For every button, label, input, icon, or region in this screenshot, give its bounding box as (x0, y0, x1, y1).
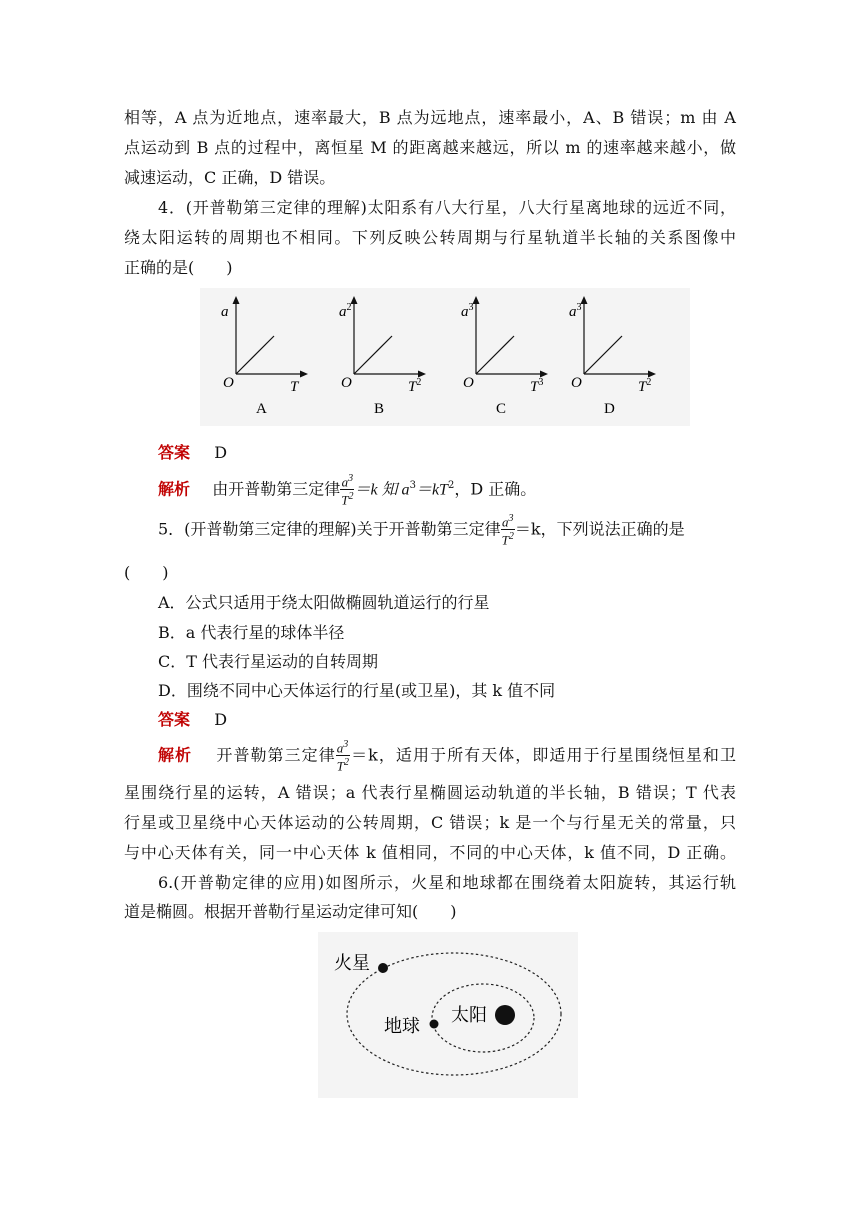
q3-line-1: 相等，A 点为近地点，速率最大，B 点为远地点，速率最小，A、B 错误；m 由 A (124, 108, 736, 127)
q5-fraction: $\frac{a^3}{T^2}$ (501, 513, 514, 548)
analysis-text-mid: ＝k 知 a (354, 481, 410, 499)
y-axis-label: a (221, 304, 229, 320)
q3-line-3: 减速运动，C 正确，D 错误。 (124, 168, 336, 187)
kepler-fraction (340, 472, 354, 508)
y-axis-exponent: 3 (576, 302, 582, 313)
x-axis-exponent: 2 (646, 377, 652, 388)
earth-dot (430, 1020, 439, 1029)
q4-answer (158, 443, 227, 463)
q5-option-c: C．T 代表行星运动的自转周期 (158, 652, 379, 671)
graph-option-label: A (256, 401, 267, 417)
y-axis-label: $a^3$ (461, 302, 474, 320)
q5-analysis-line-2: 星围绕行星的运转，A 错误；a 代表行星椭圆运动轨道的半长轴，B 错误；T 代表 (124, 783, 736, 802)
q4-analysis (158, 471, 536, 508)
origin-label: O (463, 375, 474, 391)
q5-analysis-line-1 (158, 738, 736, 774)
frac-num-sup: 3 (348, 473, 354, 484)
analysis-sup-1: 3 (409, 480, 416, 491)
q6-stem-line-2: 道是椭圆。根据开普勒行星运动定律可知( ) (124, 902, 457, 921)
q5-stem-pre: 5．(开普勒第三定律的理解)关于开普勒第三定律 (158, 519, 501, 539)
q4-stem-line-2: 绕太阳运转的周期也不相同。下列反映公转周期与行星轨道半长轴的关系图像中 (124, 228, 736, 247)
orbit-diagram (318, 932, 578, 1098)
y-axis-label: $a^2$ (339, 302, 352, 320)
y-axis-label: $a^3$ (569, 302, 582, 320)
q5-stem-post: ＝k，下列说法正确的是 (514, 519, 685, 539)
q5-answer (158, 710, 227, 730)
q5-option-d: D．围绕不同中心天体运行的行星(或卫星)，其 k 值不同 (158, 681, 556, 700)
analysis-sup-2: 2 (447, 480, 455, 491)
origin-label: O (341, 375, 352, 391)
figure-background (200, 288, 690, 426)
answer-label: 答案 (158, 710, 191, 729)
analysis-label: 解析 (158, 745, 193, 765)
x-axis-label: T (290, 379, 299, 395)
analysis-text-mid2: ＝kT (415, 481, 448, 499)
q6-stem-line-1: 6.(开普勒定律的应用)如图所示，火星和地球都在围绕着太阳旋转，其运行轨 (158, 873, 736, 892)
analysis-text-end: ，D 正确。 (454, 479, 537, 499)
analysis-pre: 开普勒第三定律 (216, 745, 336, 765)
x-axis-exponent: 3 (538, 377, 544, 388)
x-axis-exponent: 2 (416, 377, 422, 388)
q4-stem-line-3: 正确的是( ) (124, 258, 233, 277)
answer-value: D (214, 443, 228, 462)
y-axis-exponent: 3 (468, 302, 474, 313)
analysis-text-pre: 由开普勒第三定律 (212, 479, 341, 499)
y-axis-exponent: 2 (346, 302, 352, 313)
origin-label: O (571, 375, 582, 391)
graph-option-label: D (604, 401, 615, 417)
q3-line-2: 点运动到 B 点的过程中，离恒星 M 的距离越来越远，所以 m 的速率越来越小，做 (124, 138, 736, 157)
graph-option-label: C (496, 401, 507, 417)
q5-analysis-fraction: $\frac{a^3}{T^2}$ (336, 739, 350, 774)
analysis-label: 解析 (158, 479, 191, 499)
analysis-post: ＝k，适用于所有天体，即适用于行星围绕恒星和卫 (350, 745, 736, 765)
graph-option-label: B (374, 401, 385, 417)
sun-label: 太阳 (451, 1005, 487, 1025)
sun-dot (495, 1005, 515, 1025)
q5-analysis-line-3: 行星或卫星绕中心天体运动的公转周期，C 错误；k 是一个与行星无关的常量，只 (124, 813, 736, 832)
frac-num: a (341, 474, 349, 490)
q5-paren: ( ) (124, 563, 169, 582)
q4-graphs-figure (200, 288, 690, 426)
x-axis-label: $T^2$ (408, 377, 422, 395)
x-axis-label: $T^3$ (530, 377, 544, 395)
mars-dot (378, 963, 388, 973)
origin-label: O (223, 375, 234, 391)
frac-den: T (341, 492, 349, 508)
q5-stem (158, 512, 736, 548)
q5-analysis-line-4: 与中心天体有关，同一中心天体 k 值相同，不同的中心天体，k 值不同，D 正确。 (124, 843, 736, 862)
x-axis-label: $T^2$ (638, 377, 652, 395)
answer-label: 答案 (158, 443, 191, 462)
frac-den-sup: 2 (348, 491, 354, 503)
q4-stem-line-1: 4．(开普勒第三定律的理解)太阳系有八大行星，八大行星离地球的远近不同， (158, 198, 736, 217)
q5-option-a: A．公式只适用于绕太阳做椭圆轨道运行的行星 (158, 593, 490, 612)
answer-value: D (214, 710, 228, 729)
mars-label: 火星 (334, 953, 370, 973)
earth-label: 地球 (384, 1016, 420, 1036)
q5-option-b: B．a 代表行星的球体半径 (158, 623, 345, 642)
